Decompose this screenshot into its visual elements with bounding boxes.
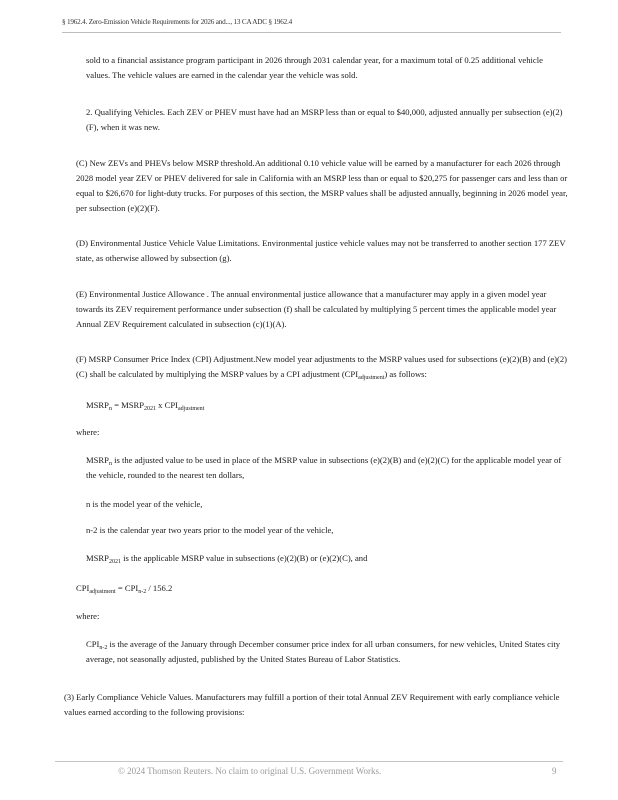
definition-cpi-n-2 [86, 637, 568, 667]
running-title: § 1962.4. Zero-Emission Vehicle Requirements for 2026 and..., 13 CA ADC § 1962.4 [62, 18, 293, 26]
cpi-text-a: (F) MSRP Consumer Price Index (CPI) Adjustment.New model year adjustments to the MSRP values used for subsections (e)(2)(B) and (e)(2)(C) shall be calculated by multiplying the MSRP values by a CPI adjustment (CPI [76, 354, 568, 379]
formula-term: = MSRP [111, 400, 145, 410]
formula-term: MSRP [86, 455, 109, 465]
formula-term: CPI [76, 583, 90, 593]
formula-cpi [76, 581, 476, 596]
formula-subscript: n-2 [99, 645, 108, 651]
copyright-notice: © 2024 Thomson Reuters. No claim to original U.S. Government Works. [118, 766, 382, 776]
paragraph-qualifying-vehicles: 2. Qualifying Vehicles. Each ZEV or PHEV must have had an MSRP less than or equal to $40,000, adjusted annually per subsection (e)(2)(F), when it was new. [86, 107, 563, 132]
formula-term: = CPI [115, 583, 139, 593]
cpi-subscript: adjustment [358, 375, 385, 381]
paragraph-ej-limitations: (D) Environmental Justice Vehicle Value Limitations. Environmental justice vehicle values may not be transferred to another section 177 ZEV state, as otherwise allowed by subsection (g). [76, 238, 566, 263]
footer-divider [55, 761, 563, 762]
paragraph-ej-allowance: (E) Environmental Justice Allowance . The annual environmental justice allowance that a manufacturer may apply in a given model year towards its ZEV requirement performance under subsection (f) shall be calculated by multiplying 5 percent times the applicable model year Annual ZEV Requirement calculated in subsection (c)(1)(A). [76, 289, 557, 329]
page-number: 9 [552, 766, 557, 776]
formula-subscript: n [108, 461, 112, 467]
definition-msrp-n [86, 453, 568, 483]
where-label: where: [76, 427, 100, 437]
cpi-text-b: ) as follows: [384, 369, 427, 379]
formula-term: MSRP [86, 400, 109, 410]
header-divider [62, 32, 561, 33]
paragraph-msrp-threshold: (C) New ZEVs and PHEVs below MSRP threshold.An additional 0.10 vehicle value will be earned by a manufacturer for each 2026 through 2028 model year ZEV or PHEV delivered for sale in California with an MSRP less than or equal to $20,275 for passenger cars and less than or equal to $26,670 for light-duty trucks. For purposes of this section, the MSRP values shall be adjusted annually, beginning in 2026 model year, per subsection (e)(2)(F). [76, 158, 568, 213]
definition-text: is the average of the January through December consumer price index for all urban consumers, for new vehicles, United States city average, not seasonally adjusted, published by the United States Bureau of Labor Statistics. [86, 639, 561, 664]
formula-subscript: n [108, 406, 112, 412]
formula-term: / 156.2 [146, 583, 173, 593]
definition-n-2: n-2 is the calendar year two years prior to the model year of the vehicle, [86, 525, 334, 535]
definition-text: is the applicable MSRP value in subsections (e)(2)(B) or (e)(2)(C), and [120, 553, 368, 563]
definition-text: is the adjusted value to be used in place of the MSRP value in subsections (e)(2)(B) and (e)(2)(C) for the applicable model year of the vehicle, rounded to the nearest ten dollars, [86, 455, 562, 480]
definition-msrp-2021 [86, 551, 568, 566]
paragraph-cpi-adjustment [76, 352, 576, 382]
formula-term: CPI [86, 639, 100, 649]
paragraph-early-compliance: (3) Early Compliance Vehicle Values. Manufacturers may fulfill a portion of their total Annual ZEV Requirement with early compliance vehicle values earned according to the following provisions: [64, 692, 560, 717]
formula-msrp [86, 398, 486, 413]
definition-n: n is the model year of the vehicle, [86, 499, 203, 509]
formula-term: x CPI [156, 400, 178, 410]
formula-term: MSRP [86, 553, 109, 563]
formula-subscript: 2021 [144, 406, 157, 412]
formula-subscript: adjustment [177, 406, 205, 412]
formula-subscript: 2021 [108, 559, 121, 565]
where-label: where: [76, 611, 100, 621]
paragraph-financial-assistance: sold to a financial assistance program participant in 2026 through 2031 calendar year, for a maximum total of 0.25 additional vehicle values. The vehicle values are earned in the calendar year the vehicle was sold. [86, 55, 543, 80]
formula-subscript: adjustment [89, 589, 116, 595]
formula-subscript: n-2 [138, 589, 147, 595]
